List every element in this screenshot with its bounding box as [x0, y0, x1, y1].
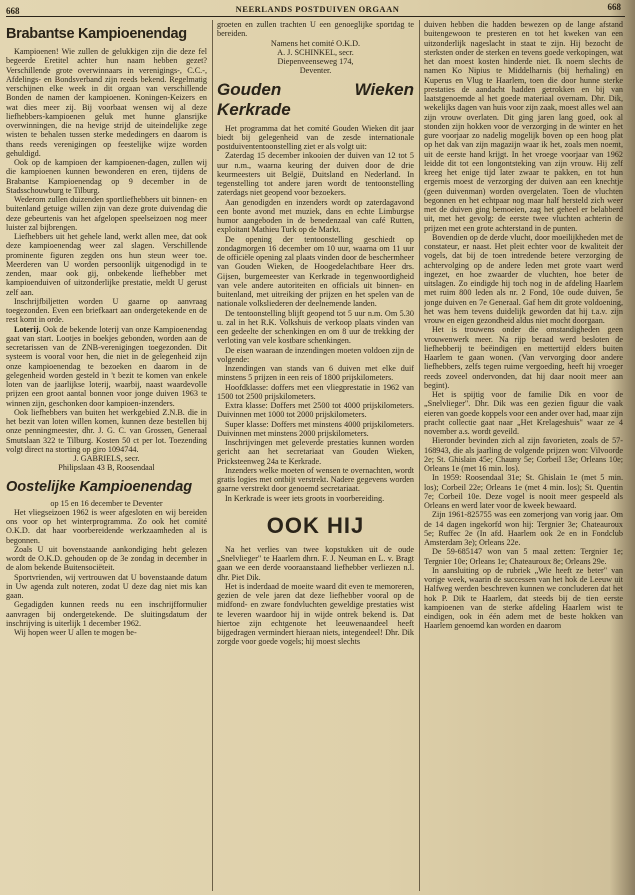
paragraph: Na het verlies van twee kopstukken uit de oude „Snelvlieger" te Haarlem dhrn. F. J. Neuman en L. v. Bragt gaan we een derde vooraanstaand liefhebber verliezen n.l. dhr. Piet Dik.	[217, 544, 414, 582]
paragraph: Inschrijfbiljetten worden U gaarne op aanvraag toegezonden. Even een briefkaart aan ondergetekende en de rest komt in orde.	[6, 296, 207, 325]
column-3	[424, 20, 623, 891]
paragraph: Zijn 1961-825755 was een zomerjong van vorig jaar. Om de 14 dagen ingekorfd won hij: Tergnier 3e; Chateauroux 5e; Ruffec 2e (In afd. Haarlem ook 2e en in Fondclub Amsterdam 3e); Orleans 22e.	[424, 510, 623, 547]
paragraph: De opening der tentoonstelling geschiedt op zondagmorgen 16 december om 10 uur, waarna om 11 uur de officiële opening zal plaats vinden door de beschermheer van Gouden Wieken, de Hoogedelachtbare Heer drs. Gijsen, burgemeester van Kerkrade in tegenwoordigheid van vele andere autoriteiten en officials uit binnen- en buitenland, met uitreiking der prijzen en het spelen van de nationale volksliederen der deelnemende landen.	[217, 234, 414, 309]
running-header: NEERLANDS POSTDUIVEN ORGAAN	[235, 4, 400, 14]
paragraph: Inzenders welke moeten of wensen te overnachten, wordt gratis logies met ontbijt verstrekt. Nadere gegevens worden gaarne verstrekt door genoemd secretariaat.	[217, 465, 414, 494]
article-subtitle: op 15 en 16 december te Deventer	[50, 498, 163, 508]
column-1	[6, 20, 207, 891]
paragraph: Ook op de kampioen der kampioenen-dagen, zullen wij die kampioenen kunnen bewonderen en eren, tijdens de Brabantse Kampioenendag op 9 december in de Stadsschouwburg te Tilburg.	[6, 158, 207, 195]
signature-line: Deventer.	[299, 66, 332, 76]
page-number-right: 668	[607, 2, 621, 12]
paragraph: Bovendien op de derde vlucht, door moeilijkheden met de constateur, er naast. Het pleit echter voor de kwaliteit der vogels, dat bij de toen intredende betere verzorging de achtervolging op de andere leden met grote vaart werd ingezet, en hoe zwaarder de vluchten, hoe beter de uitslagen. Zo eindigde hij toch nog in de afdeling Haarlem met ruim 800 leden als nr. 2 Fond, 10e oude duiven, 5e jonge duiven en 7e Generaal. Gaf hem dit grote voldoening, het was hem tevens duidelijk geworden dat hij t.a.v. zijn vrouw en eigen gezondheid aldus niet mocht doorgaan.	[424, 232, 623, 325]
column-divider	[212, 20, 213, 891]
signature-name: J. GABRIELS, secr.	[73, 454, 140, 463]
paragraph: Het is inderdaad de moeite waard dit even te memoreren, gezien de vele jaren dat deze liefhebber vooral op de midfond- en zware fondvluchten geweldige prestaties wist te leveren waardoor hij in wijde ontrek bekend is. Dat hiertoe zijn echtgenote het leeuwenaandeel heeft bijgedragen vermindert hieraan niets, integendeel! Dhr. Dik zorgde voor goede vogels; hij moest slechts	[217, 581, 414, 647]
paragraph: Super klasse: Doffers met minstens 4000 prijskilometers. Duivinnen met minstens 2000 prijskilometers.	[217, 419, 414, 438]
paragraph: Gegadigden kunnen reeds nu een inschrijfformulier aanvragen bij ondergetekende. De sluitingsdatum der inschrijving is uiterlijk 1 december 1962.	[6, 600, 207, 628]
column-divider	[419, 20, 420, 891]
article-title-oostelijke: Oostelijke Kampioenendag	[6, 478, 193, 495]
paragraph: Zaterdag 15 december inkooien der duiven van 12 tot 5 uur n.m., waarna keuring der duiven door de drie keurmeesters uit België, Duitsland en Nederland. In tegenstelling tot andere jaren wordt de tentoonstelling zaterdags niet geopend voor bezoekers.	[217, 151, 414, 198]
paragraph: Hieronder bevinden zich al zijn favorieten, zoals de 57-168943, die als jaarling de volgende prijzen won: Vilvoorde 2e; St. Ghislain 45e; Chauny 5e; Corbeil 13e; Orleans 10e; Orleans 1e (met 16 min. los).	[424, 436, 623, 473]
paragraph: De 59-685147 won van 5 maal zetten: Tergnier 1e; Tergnier 10e; Orleans 1e; Chateauroux 8e; Orleans 29e.	[424, 547, 623, 566]
paragraph: Het vliegseizoen 1962 is weer afgesloten en wij bereiden ons voor op het winterprogramma. Zo ook het comité O.K.D. dat haar voorbereidende werkzaamheden al is begonnen.	[6, 507, 207, 545]
paragraph: Liefhebbers uit het gehele land, werkt allen mee, dat ook deze kampioenendag weer zal slagen. Verschillende prominente figuren zegden ons hun steun weer toe. Meerderen van U worden persoonlijk uitgenodigd in te zenden, maar ook gij, onbekende liefhebber met kampioenduiven of uitzonderlijke prestatie, meldt U gerust zelf aan.	[6, 232, 207, 297]
paragraph: groeten en zullen trachten U een genoeglijke sportdag te bereiden.	[217, 20, 414, 39]
paragraph: Extra klasse: Doffers met 2500 tot 4000 prijskilometers. Duivinnen met 1000 tot 2000 prijskilometers.	[217, 401, 414, 420]
paragraph: Wederom zullen duizenden sportliefhebbers uit binnen- en buitenland getuige willen zijn van deze grote duivendag die deze gebeurtenis van het afgelopen speelseizoen nog meer luister zal bijbrengen.	[6, 195, 207, 232]
signature-line: Diepenveenseweg 174,	[277, 57, 354, 66]
article-title-gouden-wieken: Gouden Wieken Kerkrade	[217, 79, 414, 119]
paragraph: Ook liefhebbers van buiten het werkgebied Z.N.B. die in het bezit van loten willen komen, kunnen deze bestellen bij onze penningmeester, dhr. J. G. C. van Grossen, Generaal Smutslaan 322 te Tilburg. Kosten 50 ct per lot. Toezending volgt direct na storting op giro 1094744.	[6, 407, 207, 454]
paragraph: Kampioenen! Wie zullen de gelukkigen zijn die deze fel begeerde Eretitel achter hun naam hebben gezet? Verschillende grote overwinnaars in verenigings-, C.C.-, Afdelings- en Bondsverband zijn reeds bekend. Regelmatig verschijnen elke week in dit orgaan van verschillende Bonden de namen der kampioenen. Koningen-Keizers en wat dies meer zij. Bij voorbaat wensen wij al deze liefhebbers-kampioenen geluk met hunne glansrijke overwinningen, die na hevige strijd de uiteindelijke zege wisten te behalen tussen sterke mededingers en daarom is thans reeds verenigingen op feestelijke wijze worden gehuldigd.	[6, 47, 207, 158]
paragraph: Hoofdklasse: doffers met een vliegprestatie in 1962 van 1500 tot 2500 prijskilometers.	[217, 382, 414, 401]
paragraph: Wij hopen weer U allen te mogen be-	[14, 628, 137, 637]
paragraph: Het is trouwens onder die omstandigheden geen vrouwenwerk meer. Na rijp beraad werd besloten de liefhebberij te beëindigen en mettertijd elders buiten Haarlem te gaan wonen. (Van vervorging door andere liefhebbers, zelfs tegen ruime vergoeding, heeft hij vroeger reeds zoveel ondervonden, dat hij daar nooit meer aan begint).	[424, 325, 623, 390]
paragraph: In Kerkrade is weer iets groots in voorbereiding.	[225, 493, 385, 503]
signature-address: Philipslaan 43 B, Roosendaal	[58, 463, 155, 473]
paragraph: In aansluiting op de rubriek „Wie heeft ze beter" van vorige week, waarin de successen van het hok de Leeuw uit Halfweg werden beschreven kunnen we concluderen dat het hok P. Dik te Haarlem, dat steeds bij de tien eerste kampioenen van de sterke afdeling Haarlem wist te eindigen, ook in één adem met de beste hokken van Haarlem genoemd kan worden en daarom	[424, 565, 623, 631]
signature-line: Namens het comité O.K.D.	[270, 38, 361, 48]
column-2	[217, 20, 414, 891]
paragraph: Inzendingen van stands van 6 duiven met elke duif minstens 5 prijzen in een reis of 1800 prijskilometers.	[217, 364, 414, 383]
paragraph	[6, 325, 207, 408]
paragraph: Inschrijvingen met geleverde prestaties kunnen worden gericht aan het secretariaat van Gouden Wieken, Pricksteenweg 24a te Kerkrade.	[217, 438, 414, 466]
paragraph: De eisen waaraan de inzendingen moeten voldoen zijn de volgende:	[217, 345, 414, 364]
loterij-text: Ook de bekende loterij van onze Kampioenendag gaat van start. Lootjes in boekjes gebonden, worden aan de secretarissen van de ZNB-verenigingen toegezonden. Dit systeem is vooral voor hen, die niet in de gelegenheid zijn onze kampioenendag te bezoeken en daarom in de gelegenheid worden gesteld in 't bezit te komen van enkele loten van de jaarlijkse loterij, waarbij, naast waardevolle prijzen een groot aantal bonnen voor jonge duiven 1963 te winnen zijn, geschonken door kampioen-inzenders.	[6, 324, 207, 408]
paragraph: Het programma dat het comité Gouden Wieken dit jaar biedt bij gelegenheid van de zesde internationale postduivententoonstelling ziet er als volgt uit:	[217, 123, 414, 151]
paragraph: Aan genodigden en inzenders wordt op zaterdagavond een bonte avond met muziek, dans en echte Limburgse humor aangeboden in de benedenzaal van café Rutten, exploitant Mathieu Turk op de Markt.	[217, 197, 414, 235]
signature-line: A. J. SCHINKEL, secr.	[277, 47, 354, 57]
loterij-label: Loterij.	[14, 324, 41, 334]
paragraph: Zoals U uit bovenstaande aankondiging hebt gelezen wordt de O.K.D. gehouden op de 3e zondag in december in de alom bekende Buitensociëteit.	[6, 544, 207, 573]
header-rule	[6, 16, 625, 17]
paragraph: Sportvrienden, wij vertrouwen dat U bovenstaande datum in Uw agenda zult noteren, zodat U deze dag niet mis kan gaan.	[6, 572, 207, 600]
paragraph: duiven hebben die hadden bewezen op de lange afstand buitengewoon te presteren en tot het kweken van een uitzonderlijk nageslacht in staat te zijn. Hij bezocht de sterksten onder de sterken en tevens goede verkopingen, wat het dan moest kosten hinderde niet. Ik noem slechts de namen Ko Nipius te Middelharnis (bij herhaling) en Kuperus en Vlug te Haarlem, toen die door hunne sterke prestaties de aandacht hadden getrokken en bij van laatstgenoemde al het goede materiaal overnam. Dhr. Dik, wekelijks dagen van huis voor zijn zaak, moest alles wel aan zijn vrouw overlaten. Dit ging jaren lang goed, ook al stonden zijn hokken voor de verzorging in de winter en het gure voorjaar zo nadelig mogelijk boven op een hoog plat op het dak van zijn magazijn waar ik het, zoals men noemt, uit de eerste hand krijgt. In het vroege voorjaar van 1962 leidde dit tot een longontsteking van zijn vrouw. Hij zelf kreeg het enige tijd later zwaar te pakken, en tot hun ergernis moest de verzorging der duiven aan een knechtje (geen duivenman) worden overgelaten. Toen de vluchten begonnen en het echtpaar nog maar half hersteld zich weer met de duiven ging bemoeien, zag het geheel er belabberd uit, met het gevolg: de eerste twee vluchten achterin de prijzen met een grote achterstand in de punten.	[424, 20, 623, 233]
page-number-left: 668	[6, 6, 20, 16]
paragraph: De tentoonstelling blijft geopend tot 5 uur n.m. Om 5.30 u. zal in het R.K. Volkshuis de verkoop plaats vinden van een gedeelte der schenkingen en om 8 uur de trekking der verloting van vele kostbare schenkingen.	[217, 308, 414, 346]
paragraph: In 1959: Roosendaal 31e; St. Ghislain 1e (met 5 min. los); Corbeil 22e; Orleans 1e (met 4 min. los); St. Quentin 7e; Corbeil 10e. Deze vogel is nooit meer gespeeld als Orleans en werd later voor de kweek bewaard.	[424, 473, 623, 510]
article-title-ook-hij: OOK HIJ	[266, 512, 365, 538]
paragraph: Het is spijtig voor de familie Dik en voor de „Snelvlieger". Dhr. Dik was een gezien figuur die vaak eieren van goede koppels voor een ander over had, maar zijn pracht collectie gaat naar „Het Krelageshuis" waar ze 4 november a.s. wordt geveild.	[424, 390, 623, 436]
article-title-brabantse: Brabantse Kampioenendag	[6, 26, 187, 42]
